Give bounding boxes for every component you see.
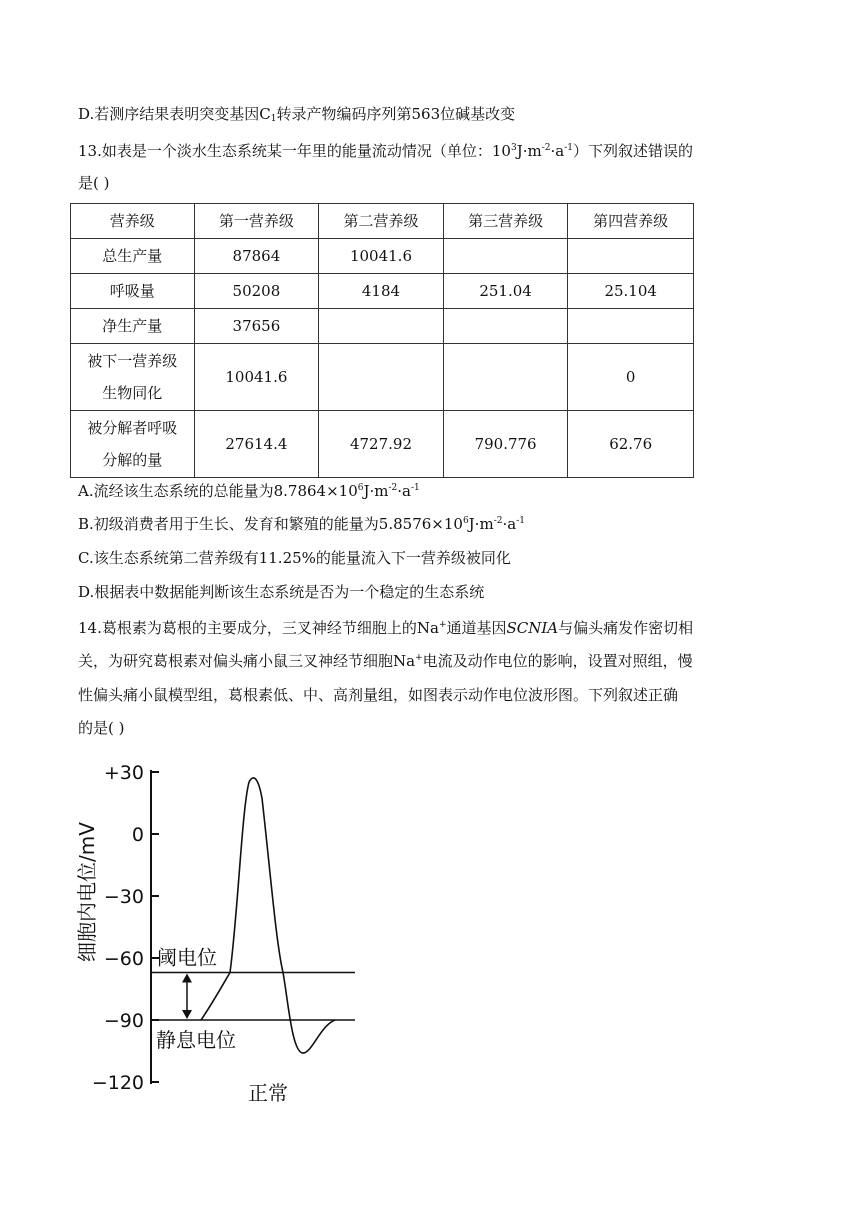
threshold-label: 阈电位: [157, 945, 217, 970]
q13-option-b: B.初级消费者用于生长、发育和繁殖的能量为$5.8576\times 10^6J\cdot m^{-2}\cdot a^{-1}$: [78, 515, 525, 533]
q12-option-d: D.若测序结果表明突变基因$C_1$转录产物编码序列第563位碱基改变: [78, 105, 516, 124]
y-tick-label: −30: [103, 886, 144, 908]
double-arrow: [182, 973, 192, 1019]
table-row: [71, 274, 694, 309]
q14-stem-line2: 关，为研究葛根素对偏头痛小鼠三叉神经节细胞Na+电流及动作电位的影响，设置对照组，慢: [78, 652, 693, 670]
table-header-cell: 第一营养级: [194, 204, 319, 239]
resting-label: 静息电位: [156, 1028, 236, 1052]
table-row: [71, 411, 694, 478]
action-potential-chart: [70, 752, 370, 1112]
table-cell: [443, 309, 568, 344]
q13-stem-line1: 13.如表是一个淡水生态系统某一年里的能量流动情况（单位：$10^3J\cdot m^{-2}\cdot a^{-1}$）下列叙述错误的: [78, 142, 693, 160]
table-cell: 50208: [194, 274, 319, 309]
y-ticks: [92, 762, 159, 1094]
table-cell: 0: [568, 344, 694, 411]
table-header-cell: 营养级: [71, 204, 195, 239]
table-row: [71, 239, 694, 274]
table-cell: 62.76: [568, 411, 694, 478]
table-header-cell: 第三营养级: [443, 204, 568, 239]
q14-stem-line3: 性偏头痛小鼠模型组，葛根素低、中、高剂量组，如图表示动作电位波形图。下列叙述正确: [78, 686, 679, 704]
row-label: 被下一营养级 生物同化: [71, 344, 195, 411]
table-header-cell: 第四营养级: [568, 204, 694, 239]
table-cell: 87864: [194, 239, 319, 274]
table-cell: [319, 309, 444, 344]
q14-stem-line4: 的是( ): [78, 719, 125, 737]
q13-option-a: A.流经该生态系统的总能量为$8.7864\times 10^6J\cdot m^{-2}\cdot a^{-1}$: [78, 482, 420, 500]
table-row: [71, 309, 694, 344]
y-tick-label: −120: [91, 1072, 144, 1094]
table-cell: 251.04: [443, 274, 568, 309]
row-label: 总生产量: [71, 239, 195, 274]
table-cell: 4184: [319, 274, 444, 309]
table-cell: 10041.6: [194, 344, 319, 411]
table-row: [71, 344, 694, 411]
table-cell: [568, 239, 694, 274]
row-label: 被分解者呼吸 分解的量: [71, 411, 195, 478]
energy-flow-table: [70, 203, 694, 478]
table-cell: [319, 344, 444, 411]
table-cell: 10041.6: [319, 239, 444, 274]
table-cell: [443, 239, 568, 274]
table-cell: 790.776: [443, 411, 568, 478]
q13-option-c: C.该生态系统第二营养级有11.25%的能量流入下一营养级被同化: [78, 549, 511, 567]
table-cell: 4727.92: [319, 411, 444, 478]
y-tick-label: +30: [103, 762, 144, 784]
table-cell: 25.104: [568, 274, 694, 309]
y-tick-label: −90: [103, 1010, 144, 1032]
table-cell: 37656: [194, 309, 319, 344]
table-header-row: [71, 204, 694, 239]
x-axis-label: 正常: [248, 1081, 288, 1105]
table-cell: [443, 344, 568, 411]
q14-stem-line1: 14.葛根素为葛根的主要成分，三叉神经节细胞上的Na+通道基因SCNIA与偏头痛发作密切相: [78, 619, 694, 637]
action-potential-curve: [201, 778, 335, 1053]
y-axis-label: 细胞内电位/mV: [75, 822, 99, 962]
y-tick-label: 0: [131, 824, 144, 846]
q13-stem-line2: 是( ): [78, 174, 110, 192]
table-cell: 27614.4: [194, 411, 319, 478]
row-label: 呼吸量: [71, 274, 195, 309]
table-header-cell: 第二营养级: [319, 204, 444, 239]
row-label: 净生产量: [71, 309, 195, 344]
q13-option-d: D.根据表中数据能判断该生态系统是否为一个稳定的生态系统: [78, 583, 485, 601]
table-cell: [568, 309, 694, 344]
y-tick-label: −60: [103, 948, 144, 970]
